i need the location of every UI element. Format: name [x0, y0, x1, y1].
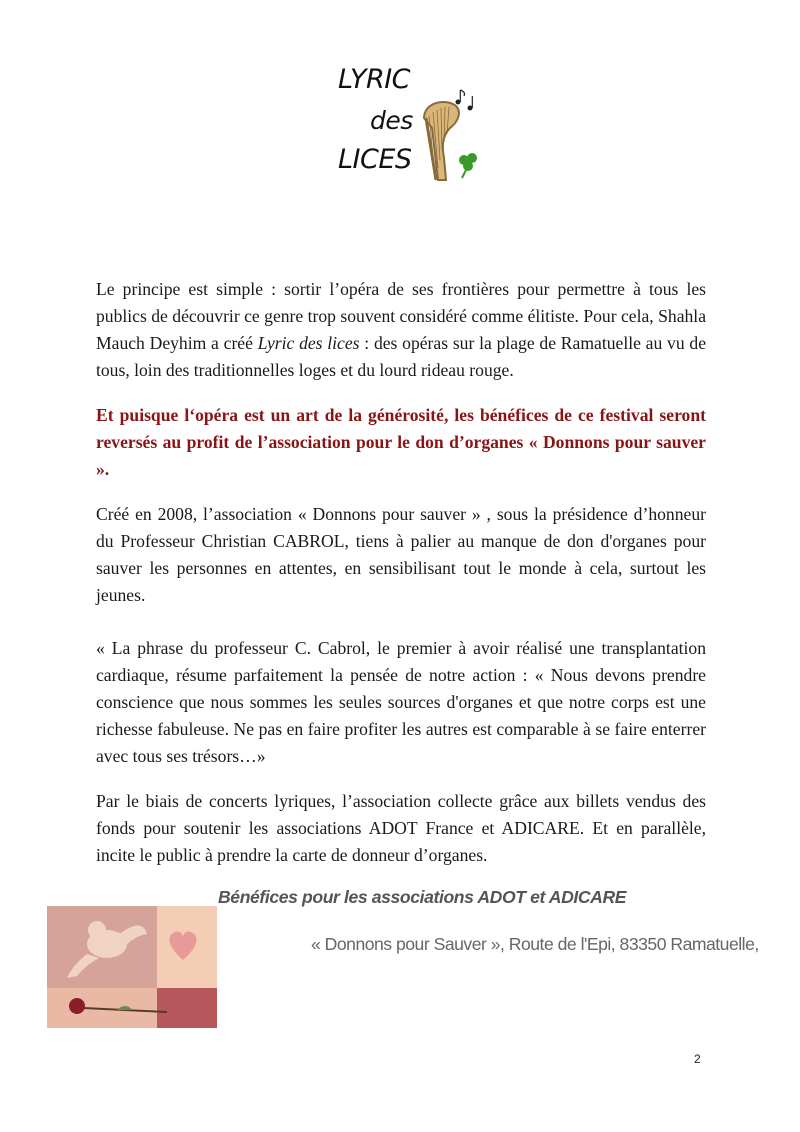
quote-paragraph: « La phrase du professeur C. Cabrol, le premier à avoir réalisé une transplantation cardiaque, résume parfaitement la pensée de notre action : « Nous devons prendre conscience que nous sommes les seules sources d'organes et que notre corps est une richesse fabuleuse. Ne pas en faire profiter les autres est comparable à se faire enterrer avec tous ses trésors…» [96, 638, 706, 766]
festival-name-italic: Lyric des lices [257, 333, 360, 353]
article-body [96, 276, 706, 869]
logo-word-lyric: LYRIC [338, 64, 411, 95]
benefits-heading: Bénéfices pour les associations ADOT et ADICARE [218, 887, 627, 907]
concerts-paragraph: Par le biais de concerts lyriques, l’association collecte grâce aux billets vendus des fonds pour soutenir les associations ADOT France et ADICARE. Et en parallèle, incite le public à prendre la carte de donneur d’organes. [96, 791, 706, 865]
logo-word-lices: LICES [338, 144, 412, 175]
intro-paragraph: Le principe est simple : sortir l’opéra de ses frontières pour permettre à tous les publics de découvrir ce genre trop souvent considéré comme élitiste. Pour cela, Shahla Mauch Deyhim a créé Lyric des lices : des opéras sur la plage de Ramatuelle au vu de tous, loin des traditionnelles loges et du lourd rideau rouge. [96, 279, 707, 380]
association-emblem-image [47, 906, 217, 1028]
harp-icon [418, 88, 480, 182]
highlight-paragraph: Et puisque l‘opéra est un art de la générosité, les bénéfices de ce festival seront reversés au profit de l’association pour le don d’organes « Donnons pour sauver ». [96, 405, 706, 479]
logo-word-des: des [370, 106, 413, 135]
page-number: 2 [694, 1052, 701, 1066]
association-paragraph: Créé en 2008, l’association « Donnons pour sauver » , sous la présidence d’honneur du Professeur Christian CABROL, tiens à palier au manque de don d'organes pour sauver les personnes en attentes, en sensibilisant tout le monde à cela, surtout les jeunes. [96, 504, 706, 605]
lyric-des-lices-logo [330, 62, 480, 182]
association-address: « Donnons pour Sauver », Route de l'Epi, 83350 Ramatuelle, [311, 934, 759, 954]
